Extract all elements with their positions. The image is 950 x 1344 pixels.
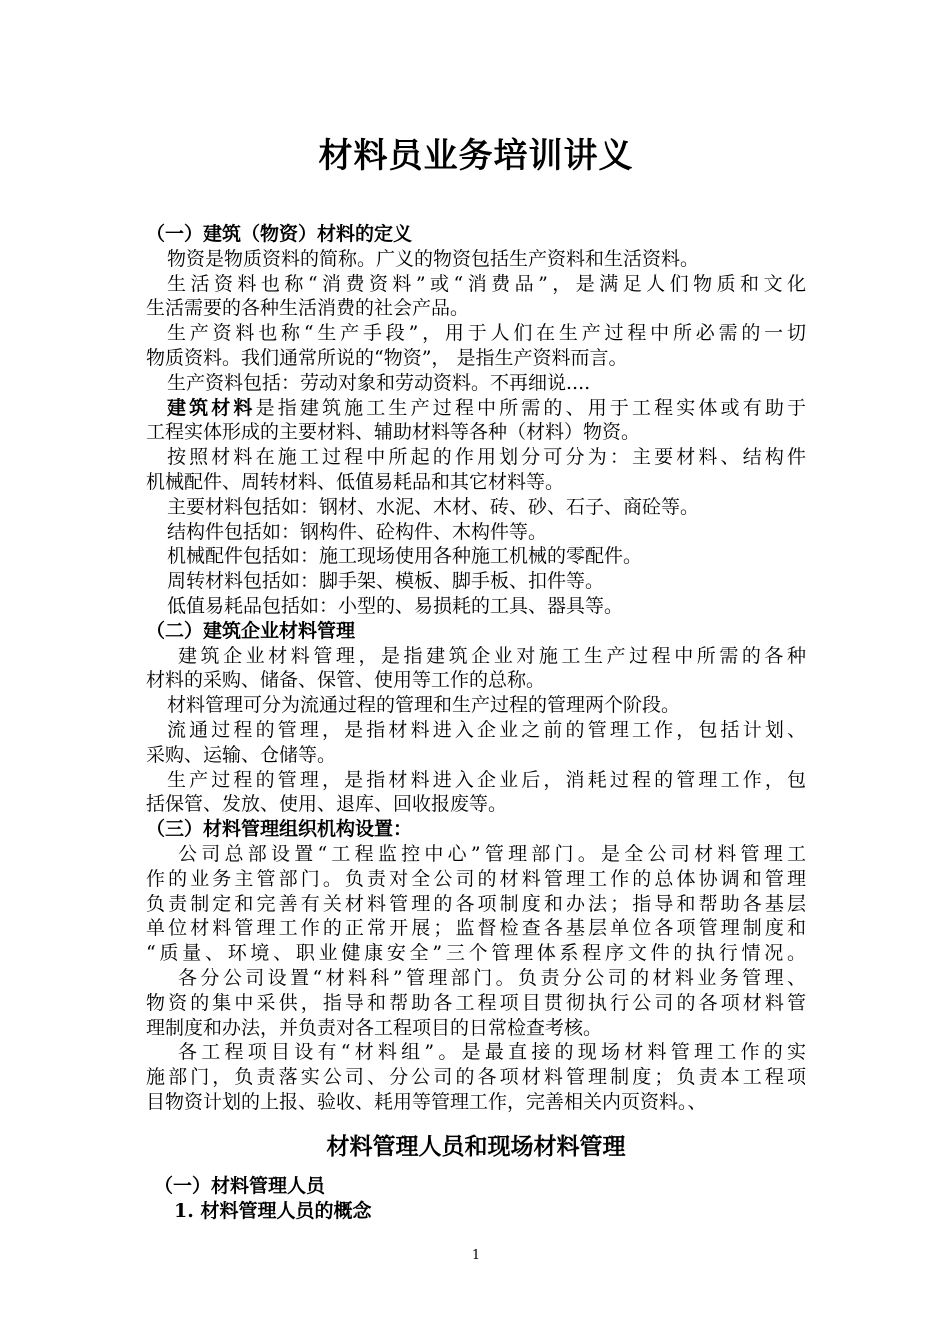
line-text: 施部门，负责落实公司、分公司的各项材料管理制度；负责本工程项	[146, 1066, 806, 1089]
line-text: 机械配件、周转材料、低值易耗品和其它材料等。	[146, 470, 565, 493]
text-line	[146, 321, 806, 346]
line-text: 结构件包括如：钢构件、砼构件、木构件等。	[167, 520, 548, 543]
text-line	[146, 966, 806, 991]
line-text: 周转材料包括如：脚手架、模板、脚手板、扣件等。	[167, 570, 605, 593]
subsection-item-heading: 1. 材料管理人员的概念	[174, 1200, 372, 1222]
section-heading	[146, 222, 806, 247]
line-text: 各分公司设置“材料科”管理部门。负责分公司的材料业务管理、	[178, 966, 806, 989]
line-text: 材料管理可分为流通过程的管理和生产过程的管理两个阶段。	[167, 694, 681, 717]
text-line	[146, 991, 806, 1016]
text-line	[146, 941, 806, 966]
page-number: 1	[471, 1248, 481, 1263]
text-line	[146, 495, 806, 520]
line-text: 公司总部设置“工程监控中心”管理部门。是全公司材料管理工	[178, 842, 806, 865]
line-text: 流通过程的管理，是指材料进入企业之前的管理工作，包括计划、	[167, 718, 806, 741]
line-text: 各工程项目设有“材料组”。是最直接的现场材料管理工作的实	[178, 1041, 806, 1064]
line-text: 采购、运输、仓储等。	[146, 743, 337, 766]
text-line	[146, 272, 806, 297]
line-text: 括保管、发放、使用、退库、回收报废等。	[146, 793, 508, 816]
section-heading	[146, 817, 806, 842]
body-text	[146, 222, 806, 1115]
line-text: “质量、环境、职业健康安全”三个管理体系程序文件的执行情况。	[146, 942, 806, 965]
text-line	[146, 867, 806, 892]
line-text: 生活资料也称“消费资料”或“消费品”，是满足人们物质和文化	[167, 272, 806, 295]
line-text: 工程实体形成的主要材料、辅助材料等各种（材料）物资。	[146, 421, 641, 444]
text-line	[146, 520, 806, 545]
text-line	[146, 569, 806, 594]
text-line	[146, 1065, 806, 1090]
line-text: （一）建筑（物资）材料的定义	[146, 223, 413, 245]
bold-term: 建筑材料	[167, 396, 256, 419]
text-line	[146, 1090, 806, 1115]
text-line	[146, 768, 806, 793]
line-text: 作的业务主管部门。负责对全公司的材料管理工作的总体协调和管理	[146, 867, 806, 890]
text-line	[146, 594, 806, 619]
text-line	[146, 346, 806, 371]
line-text: 按照材料在施工过程中所起的作用划分可分为：主要材料、结构件	[167, 446, 806, 469]
section-title: 材料管理人员和现场材料管理	[326, 1133, 626, 1160]
text-line	[146, 1016, 806, 1041]
text-line	[146, 544, 806, 569]
line-text: 生产资料包括：劳动对象和劳动资料。不再细说....	[167, 371, 591, 394]
line-text: 负责制定和完善有关材料管理的各项制度和办法；指导和帮助各基层	[146, 892, 806, 915]
text-line	[146, 396, 806, 421]
line-text: 物资是物质资料的简称。广义的物资包括生产资料和生活资料。	[167, 247, 700, 270]
line-text: （三）材料管理组织机构设置：	[146, 818, 413, 841]
line-text: 是指建筑施工生产过程中所需的、用于工程实体或有助于	[255, 396, 806, 419]
subsection-heading: （一）材料管理人员	[154, 1175, 326, 1197]
line-text: 机械配件包括如：施工现场使用各种施工机械的零配件。	[167, 545, 643, 568]
line-text: 主要材料包括如：钢材、水泥、木材、砖、砂、石子、商砼等。	[167, 495, 700, 518]
line-text: 物质资料。我们通常所说的“物资”， 是指生产资料而言。	[146, 346, 628, 369]
text-line	[146, 842, 806, 867]
line-text: 材料的采购、储备、保管、使用等工作的总称。	[146, 669, 546, 692]
text-line	[146, 693, 806, 718]
text-line	[146, 247, 806, 272]
text-line	[146, 892, 806, 917]
line-text: （二）建筑企业材料管理	[146, 619, 356, 642]
document-title: 材料员业务培训讲义	[318, 136, 634, 176]
text-line	[146, 445, 806, 470]
text-line	[146, 743, 806, 768]
line-text: 建筑企业材料管理，是指建筑企业对施工生产过程中所需的各种	[178, 644, 806, 667]
text-line	[146, 1040, 806, 1065]
text-line	[146, 916, 806, 941]
text-line	[146, 718, 806, 743]
text-line	[146, 296, 806, 321]
line-text: 物资的集中采供，指导和帮助各工程项目贯彻执行公司的各项材料管	[146, 991, 806, 1014]
line-text: 生产资料也称“生产手段”，用于人们在生产过程中所必需的一切	[167, 322, 806, 345]
text-line	[146, 644, 806, 669]
text-line	[146, 371, 806, 396]
section-heading	[146, 619, 806, 644]
document-page	[146, 0, 806, 1344]
text-line	[146, 792, 806, 817]
line-text: 生产过程的管理，是指材料进入企业后，消耗过程的管理工作，包	[167, 768, 806, 791]
text-line	[146, 420, 806, 445]
line-text: 低值易耗品包括如：小型的、易损耗的工具、器具等。	[167, 594, 624, 617]
text-line	[146, 668, 806, 693]
line-text: 生活需要的各种生活消费的社会产品。	[146, 297, 470, 320]
line-text: 理制度和办法，并负责对各工程项目的日常检查考核。	[146, 1016, 603, 1039]
line-text: 目物资计划的上报、验收、耗用等管理工作，完善相关内页资料。、	[146, 1090, 707, 1113]
text-line	[146, 470, 806, 495]
line-text: 单位材料管理工作的正常开展；监督检查各基层单位各项管理制度和	[146, 917, 806, 940]
